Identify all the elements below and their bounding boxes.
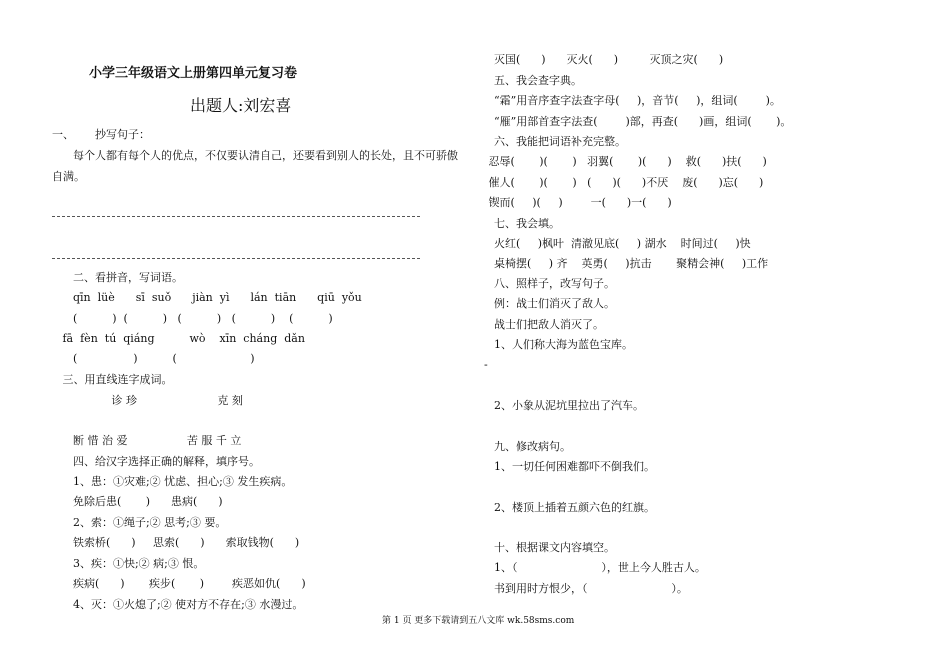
fix-sentence-2: 2、楼顶上插着五颜六色的红旗。 (473, 501, 655, 514)
section-7-heading: 七、我会填。 (473, 217, 560, 230)
q4-2-definitions: 2、索：①绳子;② 思考;③ 要。 (52, 516, 227, 529)
section-4-heading: 四、给汉字选择正确的解释，填序号。 (52, 455, 260, 468)
connect-chars-row-1: 诊 珍 克 刻 (52, 394, 243, 407)
answer-brackets-row-1: ( ) ( ) ( ) ( ) ( ) (52, 312, 333, 325)
q4-1-answers: 免除后患( ) 患病( ) (52, 495, 223, 508)
q4-3-answers: 疾病( ) 疾步( ) 疾恶如仇( ) (52, 577, 306, 590)
section-2-heading: 二、看拼音，写词语。 (52, 271, 183, 284)
fill-row-2: 桌椅摆( ) 齐 英勇( )抗击 聚精会神( )工作 (473, 257, 769, 270)
copy-sentence-line1: 每个人都有每个人的优点，不仅要认清自己，还要看到别人的长处，且不可骄傲 (52, 149, 458, 162)
q4-3-definitions: 3、疾：①快;② 病;③ 恨。 (52, 557, 205, 570)
section-10-heading: 十、根据课文内容填空。 (473, 541, 615, 554)
copy-sentence-line2: 自满。 (52, 170, 85, 183)
writing-line (52, 216, 420, 217)
pinyin-row-1: qīn lüè sī suǒ jiàn yì lán tiān qiū yǒu (52, 291, 362, 304)
stray-mark: - (484, 358, 488, 371)
section-1-heading: 一、 抄写句子： (52, 128, 150, 141)
section-8-heading: 八、照样子，改写句子。 (473, 277, 615, 290)
section-5-heading: 五、我会查字典。 (473, 74, 582, 87)
dictionary-question-1: “霜”用音序查字法查字母( )，音节( )，组词( )。 (473, 94, 781, 107)
pinyin-row-2: fā fèn tú qiáng wò xīn cháng dǎn (52, 332, 305, 345)
fill-row-1: 火红( )枫叶 清澈见底( ) 湖水 时间过( )快 (473, 237, 751, 250)
dictionary-question-2: “雁”用部首查字法查( )部，再查( )画，组词( )。 (473, 115, 792, 128)
text-fill-1: 1、（ ），世上今人胜古人。 (473, 561, 706, 574)
idiom-row-1: 忍辱( )( ) 羽翼( )( ) 救( )扶( ) (478, 155, 767, 168)
page-footer: 第 1 页 更多下载请到五八文库 wk.58sms.com (382, 616, 575, 626)
rewrite-question-2: 2、小象从泥坑里拉出了汽车。 (473, 399, 644, 412)
text-fill-2: 书到用时方恨少，（ ）。 (473, 582, 688, 595)
idiom-row-2: 催人( )( ) ( )( )不厌 废( )忘( ) (478, 176, 764, 189)
fix-sentence-1: 1、一切任何困难都吓不倒我们。 (473, 460, 655, 473)
q4-2-answers: 铁索桥( ) 思索( ) 索取钱物( ) (52, 536, 300, 549)
idiom-row-3: 锲而( )( ) 一( )一( ) (478, 196, 672, 209)
q4-4-definitions: 4、灭：①火熄了;② 使对方不存在;③ 水漫过。 (52, 598, 304, 611)
example-rewrite: 战士们把敌人消灭了。 (473, 318, 604, 331)
author-line: 出题人:刘宏喜 (190, 96, 292, 115)
document-title: 小学三年级语文上册第四单元复习卷 (89, 66, 298, 81)
section-3-heading: 三、用直线连字成词。 (52, 373, 173, 386)
connect-chars-row-2: 断 惜 治 爱 苦 服 千 立 (52, 434, 242, 447)
q4-4-answers: 灭国( ) 灭火( ) 灭顶之灾( ) (473, 53, 724, 66)
rewrite-question-1: 1、人们称大海为蓝色宝库。 (473, 338, 633, 351)
writing-line (52, 258, 420, 259)
example-sentence: 例：战士们消灭了敌人。 (473, 297, 615, 310)
section-6-heading: 六、我能把词语补充完整。 (473, 135, 626, 148)
section-9-heading: 九、修改病句。 (473, 440, 571, 453)
answer-brackets-row-2: ( ) ( ) (52, 352, 255, 365)
q4-1-definitions: 1、患：①灾难;② 忧虑、担心;③ 发生疾病。 (52, 475, 293, 488)
